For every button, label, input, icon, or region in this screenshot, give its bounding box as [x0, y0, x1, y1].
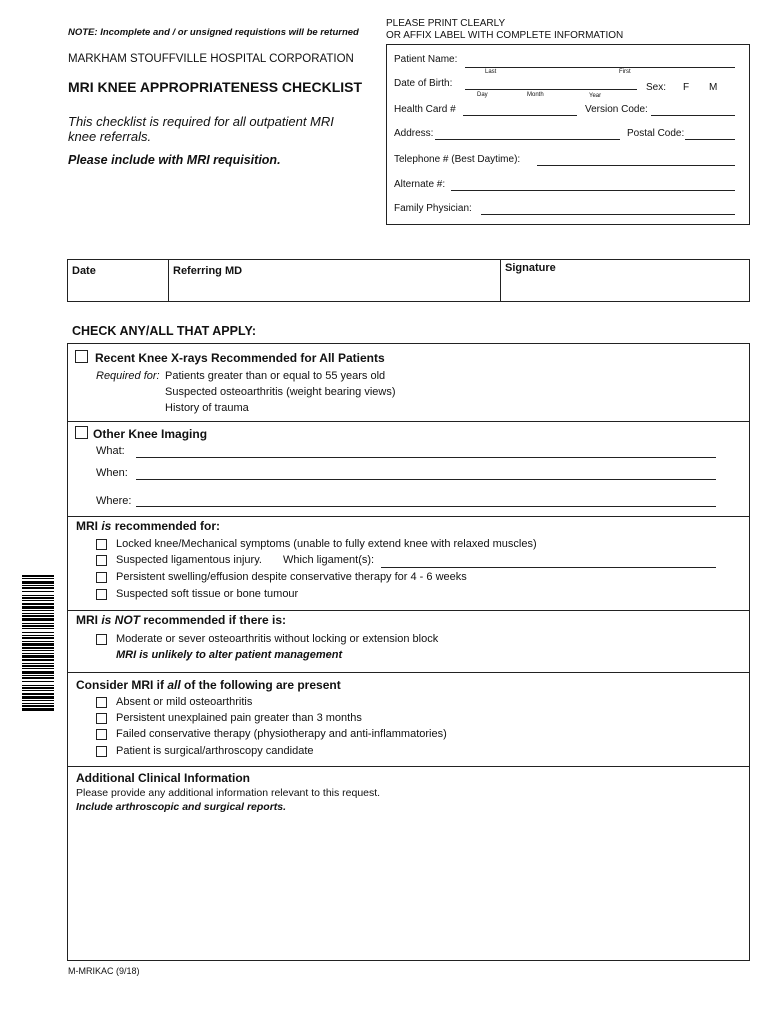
not-recommended-heading: [76, 613, 286, 627]
swelling-checkbox[interactable]: [96, 572, 107, 583]
form-title: MRI KNEE APPROPRIATENESS CHECKLIST: [68, 79, 363, 95]
recommended-heading-em: is: [101, 519, 112, 533]
alternate-field[interactable]: [451, 190, 735, 191]
osteoarthritis-checkbox[interactable]: [96, 634, 107, 645]
alternate-label: Alternate #:: [394, 179, 446, 190]
postal-code-field[interactable]: [685, 139, 735, 140]
signature-table: [67, 259, 750, 302]
xray-checkbox[interactable]: [75, 350, 88, 363]
form-code: M-MRIKAC (9/18): [68, 966, 140, 976]
recommended-item-4: Suspected soft tissue or bone tumour: [116, 588, 299, 600]
where-field[interactable]: [136, 506, 716, 507]
other-imaging-checkbox[interactable]: [75, 426, 88, 439]
return-note: NOTE: Incomplete and / or unsigned requistions will be returned: [68, 27, 359, 38]
date-header: Date: [72, 265, 96, 277]
additional-info-area[interactable]: [72, 818, 745, 956]
referring-md-header: Referring MD: [173, 265, 243, 277]
not-recommended-note: MRI is unlikely to alter patient management: [116, 649, 343, 661]
last-label: Last: [485, 69, 497, 75]
consider-heading-post: of the following are present: [180, 678, 341, 692]
version-code-label: Version Code:: [585, 104, 648, 115]
patient-name-field[interactable]: [465, 67, 735, 68]
locked-knee-checkbox[interactable]: [96, 539, 107, 550]
signature-header: Signature: [505, 262, 556, 274]
barcode-icon: [22, 575, 54, 711]
family-physician-label: Family Physician:: [394, 203, 472, 214]
recommended-heading-post: recommended for:: [111, 519, 221, 533]
conservative-therapy-checkbox[interactable]: [96, 729, 107, 740]
address-label: Address:: [394, 128, 434, 139]
postal-code-label: Postal Code:: [627, 128, 685, 139]
include-text: Please include with MRI requisition.: [68, 153, 281, 167]
mild-oa-checkbox[interactable]: [96, 697, 107, 708]
health-card-label: Health Card #: [394, 104, 456, 115]
what-field[interactable]: [136, 457, 716, 458]
xray-heading: Recent Knee X-rays Recommended for All Patients: [95, 351, 385, 365]
xray-item-1: Patients greater than or equal to 55 years old: [165, 370, 386, 382]
health-card-field[interactable]: [463, 115, 577, 116]
patient-info-box: [386, 44, 750, 225]
tumour-checkbox[interactable]: [96, 589, 107, 600]
recommended-item-2: Suspected ligamentous injury.: [116, 554, 262, 566]
required-text: This checklist is required for all outpatient MRI knee referrals.: [68, 114, 334, 144]
not-recommended-item: Moderate or sever osteoarthritis without locking or extension block: [116, 633, 439, 645]
check-all-heading: CHECK ANY/ALL THAT APPLY:: [72, 324, 257, 338]
first-label: First: [619, 69, 631, 75]
what-label: What:: [96, 445, 125, 457]
surgical-candidate-checkbox[interactable]: [96, 746, 107, 757]
sex-m-option[interactable]: M: [709, 82, 718, 93]
telephone-label: Telephone # (Best Daytime):: [394, 154, 521, 165]
month-label: Month: [527, 92, 544, 98]
family-physician-field[interactable]: [481, 214, 735, 215]
recommended-heading-pre: MRI: [76, 519, 102, 533]
consider-item-4: Patient is surgical/arthroscopy candidate: [116, 745, 314, 757]
year-label: Year: [589, 93, 602, 99]
recommended-heading: [76, 519, 220, 533]
which-ligament-label: Which ligament(s):: [283, 554, 375, 566]
pain-checkbox[interactable]: [96, 713, 107, 724]
which-ligament-field[interactable]: [381, 567, 716, 568]
hospital-name: MARKHAM STOUFFVILLE HOSPITAL CORPORATION: [68, 53, 354, 65]
print-line-2: OR AFFIX LABEL WITH COMPLETE INFORMATION: [386, 30, 624, 41]
dob-field[interactable]: [465, 89, 637, 90]
telephone-field[interactable]: [537, 165, 735, 166]
recommended-item-1: Locked knee/Mechanical symptoms (unable to fully extend knee with relaxed muscles): [116, 538, 537, 550]
day-label: Day: [477, 92, 488, 98]
patient-name-label: Patient Name:: [394, 54, 458, 65]
not-recommended-heading-pre: MRI: [76, 613, 102, 627]
ligament-checkbox[interactable]: [96, 555, 107, 566]
where-label: Where:: [96, 495, 132, 507]
additional-line-1: Please provide any additional information relevant to this request.: [76, 787, 381, 799]
xray-item-2: Suspected osteoarthritis (weight bearing views): [165, 386, 396, 398]
print-line-1: PLEASE PRINT CLEARLY: [386, 18, 506, 29]
sex-f-option[interactable]: F: [683, 82, 690, 93]
version-code-field[interactable]: [651, 115, 735, 116]
when-field[interactable]: [136, 479, 716, 480]
print-instructions: [386, 18, 623, 42]
consider-heading-pre: Consider MRI if: [76, 678, 168, 692]
consider-item-1: Absent or mild osteoarthritis: [116, 696, 253, 708]
consider-heading: [76, 678, 341, 692]
other-imaging-heading: Other Knee Imaging: [93, 427, 208, 441]
xray-item-3: History of trauma: [165, 402, 249, 414]
additional-heading: Additional Clinical Information: [76, 771, 250, 785]
additional-line-2: Include arthroscopic and surgical reports.: [76, 801, 287, 813]
when-label: When:: [96, 467, 128, 479]
consider-item-3: Failed conservative therapy (physiotherapy and anti-inflammatories): [116, 728, 447, 740]
consider-item-2: Persistent unexplained pain greater than 3 months: [116, 712, 362, 724]
sex-label: Sex:: [646, 82, 667, 93]
address-field[interactable]: [435, 139, 620, 140]
consider-heading-em: all: [167, 678, 181, 692]
required-for-label: Required for:: [96, 370, 160, 382]
not-recommended-heading-post: recommended if there is:: [140, 613, 287, 627]
checklist-box: [67, 343, 750, 961]
dob-label: Date of Birth:: [394, 78, 453, 89]
not-recommended-heading-em: is NOT: [101, 613, 141, 627]
recommended-item-3: Persistent swelling/effusion despite conservative therapy for 4 - 6 weeks: [116, 571, 467, 583]
